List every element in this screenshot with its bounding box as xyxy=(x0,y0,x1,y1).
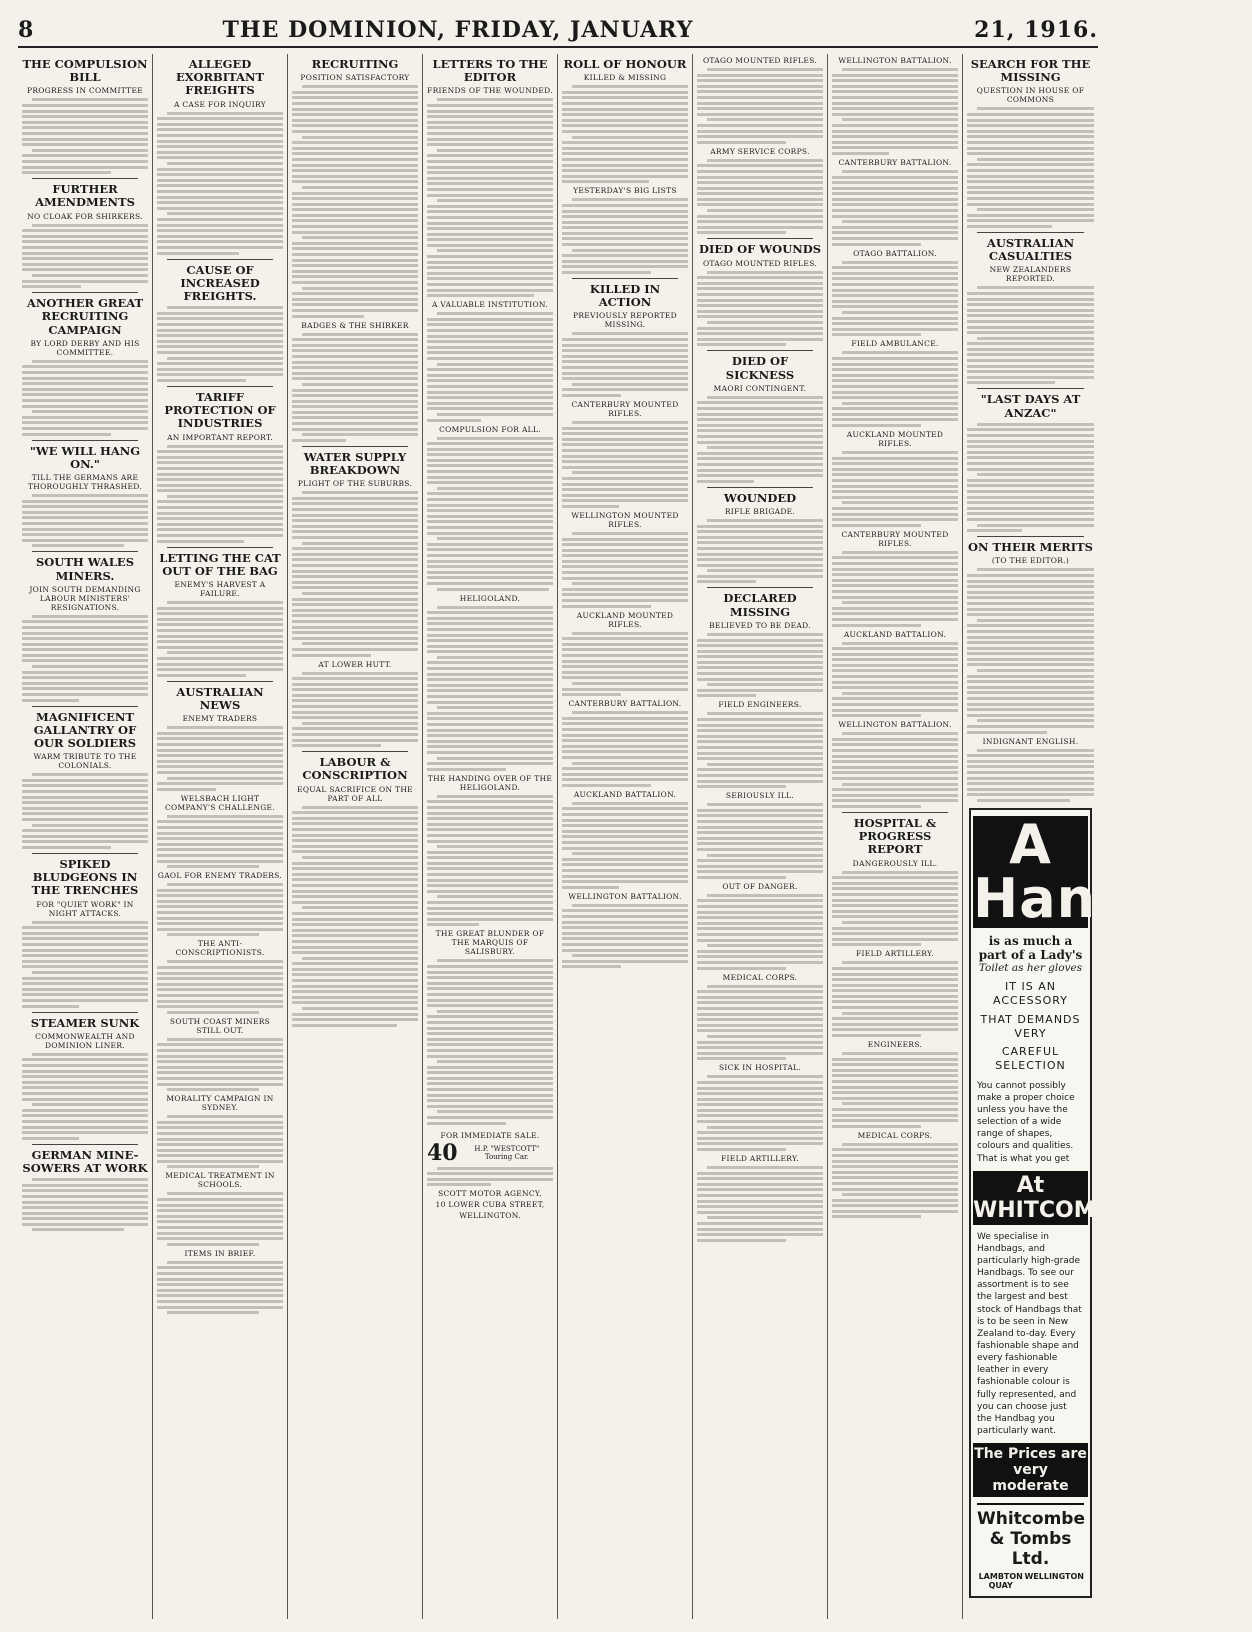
article-body xyxy=(832,170,958,246)
article-body xyxy=(832,732,958,808)
ad-price-banner: The Prices are very moderate xyxy=(973,1443,1088,1497)
article-body xyxy=(157,445,283,543)
section-heading: DIED OF WOUNDS xyxy=(698,242,822,257)
article-body xyxy=(562,802,688,889)
article-body xyxy=(832,451,958,527)
section-subheading: FRIENDS OF THE WOUNDED. xyxy=(427,86,553,96)
article-body xyxy=(832,1143,958,1219)
section-heading: DIED OF SICKNESS xyxy=(725,354,795,382)
article-body xyxy=(22,1053,148,1140)
article-body xyxy=(697,985,823,1061)
section-subheading: OUT OF DANGER. xyxy=(722,881,798,891)
article-body xyxy=(967,286,1094,384)
section-rule xyxy=(977,536,1084,537)
column-6 xyxy=(693,54,828,1619)
section-heading: STEAMER SUNK xyxy=(30,1015,140,1030)
article-body xyxy=(157,1261,283,1314)
article-body xyxy=(427,606,553,771)
article-body xyxy=(157,726,283,791)
section-heading: SOUTH WALES MINERS. xyxy=(35,555,135,583)
article-body xyxy=(697,894,823,970)
section-subheading: WELLINGTON BATTALION. xyxy=(838,720,952,730)
section-subheading: COMMONWEALTH AND DOMINION LINER. xyxy=(35,1031,135,1050)
section-heading: CAUSE OF INCREASED FREIGHTS. xyxy=(180,262,260,303)
ad-line-3b: THAT DEMANDS VERY xyxy=(980,1012,1081,1040)
section-subheading: NO CLOAK FOR SHIRKERS. xyxy=(27,211,143,221)
masthead xyxy=(18,14,1098,48)
article-body xyxy=(832,261,958,337)
article-body xyxy=(292,806,418,1027)
section-subheading: WELLINGTON BATTALION. xyxy=(568,891,682,901)
section-rule xyxy=(707,587,813,588)
article-body xyxy=(22,615,148,702)
section-subheading: GAOL FOR ENEMY TRADERS. xyxy=(157,871,283,881)
article-body xyxy=(22,773,148,849)
section-rule xyxy=(167,681,273,682)
section-subheading: WELLINGTON BATTALION. xyxy=(838,56,952,65)
article-body xyxy=(22,224,148,289)
article-body xyxy=(157,960,283,1013)
section-subheading: MEDICAL TREATMENT IN SCHOOLS. xyxy=(165,1171,275,1190)
section-subheading: RIFLE BRIGADE. xyxy=(724,506,796,516)
section-heading: HOSPITAL & PROGRESS REPORT xyxy=(853,815,937,857)
article-body xyxy=(562,85,688,183)
section-subheading: NEW ZEALANDERS REPORTED. xyxy=(989,265,1072,284)
ad-agency: SCOTT MOTOR AGENCY, xyxy=(438,1189,542,1199)
section-rule xyxy=(167,386,273,387)
ad-headline: A Handbag xyxy=(973,812,1252,930)
ad-lines: H.P. "WESTCOTT" Touring Car. xyxy=(474,1144,540,1161)
section-subheading: SOUTH COAST MINERS STILL OUT. xyxy=(169,1016,271,1035)
article-body xyxy=(22,98,148,174)
section-subheading: (TO THE EDITOR.) xyxy=(991,556,1070,566)
section-subheading: ITEMS IN BRIEF. xyxy=(184,1248,256,1258)
section-subheading: WELLINGTON MOUNTED RIFLES. xyxy=(571,510,679,529)
section-rule xyxy=(977,232,1084,233)
article-body xyxy=(157,1115,283,1168)
section-heading: MAGNIFICENT GALLANTRY OF OUR SOLDIERS xyxy=(33,709,137,751)
section-subheading: A VALUABLE INSTITUTION. xyxy=(432,300,548,310)
article-body xyxy=(832,642,958,718)
ad-city: WELLINGTON. xyxy=(459,1211,521,1221)
section-rule xyxy=(302,446,408,447)
section-subheading: WELSBACH LIGHT COMPANY'S CHALLENGE. xyxy=(165,793,275,812)
section-rule xyxy=(572,278,678,279)
article-body xyxy=(697,159,823,235)
section-subheading: FIELD ARTILLERY. xyxy=(721,1154,799,1164)
ad-address xyxy=(977,1572,1084,1590)
section-subheading: AUCKLAND MOUNTED RIFLES. xyxy=(576,610,674,629)
article-body xyxy=(562,711,688,787)
section-subheading: CANTERBURY BATTALION. xyxy=(568,699,682,709)
ad-row xyxy=(427,1139,553,1166)
section-rule xyxy=(842,812,948,813)
section-rule xyxy=(32,440,138,441)
section-subheading: SERIOUSLY ILL. xyxy=(725,791,795,801)
article-body xyxy=(562,421,688,508)
article-body xyxy=(562,904,688,969)
section-subheading: KILLED & MISSING xyxy=(583,73,667,83)
ad-line-2: Toilet as her gloves xyxy=(978,961,1083,974)
section-rule xyxy=(32,1144,138,1145)
section-rule xyxy=(707,238,813,239)
ad-address: 10 LOWER CUBA STREET, xyxy=(435,1200,545,1210)
article-body xyxy=(292,491,418,656)
article-body xyxy=(427,98,553,297)
ad-shop: At WHITCOMBE'S xyxy=(973,1172,1150,1223)
ad-address-street: LAMBTON QUAY xyxy=(978,1572,1023,1591)
section-rule xyxy=(32,551,138,552)
article-body xyxy=(22,494,148,547)
section-subheading: THE GREAT BLUNDER OF THE MARQUIS OF SALISBURY. xyxy=(435,929,545,957)
article-body xyxy=(562,332,688,397)
article-body xyxy=(967,107,1094,227)
ad-label: FOR IMMEDIATE SALE. xyxy=(440,1130,540,1140)
article-body xyxy=(697,1166,823,1242)
article-body xyxy=(157,601,283,677)
column-1 xyxy=(18,54,153,1619)
ad-address-city: WELLINGTON xyxy=(1024,1572,1084,1582)
section-subheading: OTAGO BATTALION. xyxy=(853,248,937,258)
section-heading: ALLEGED EXORBITANT FREIGHTS xyxy=(175,57,265,98)
section-heading: SEARCH FOR THE MISSING xyxy=(970,57,1091,85)
article-body xyxy=(562,632,688,697)
article-body xyxy=(697,1075,823,1151)
section-rule xyxy=(167,259,273,260)
article-body xyxy=(157,1038,283,1091)
section-subheading: WARM TRIBUTE TO THE COLONIALS. xyxy=(33,752,137,771)
section-heading: "WE WILL HANG ON." xyxy=(29,443,141,471)
section-heading: ROLL OF HONOUR xyxy=(563,57,687,71)
article-body xyxy=(427,959,553,1124)
section-subheading: JOIN SOUTH DEMANDING LABOUR MINISTERS' RESIGNATIONS. xyxy=(29,584,141,612)
ad-line-1: is as much a part of a Lady's xyxy=(978,933,1083,962)
newspaper-title: THE DOMINION, FRIDAY, JANUARY xyxy=(222,17,694,43)
article-body xyxy=(832,351,958,427)
column-4 xyxy=(423,54,558,1619)
section-heading: GERMAN MINE-SOWERS AT WORK xyxy=(22,1147,148,1175)
ad-firm: Whitcombe & Tombs Ltd. xyxy=(977,1503,1084,1569)
article-body xyxy=(832,551,958,627)
article-body xyxy=(157,112,283,255)
section-rule xyxy=(977,388,1084,389)
column-5 xyxy=(558,54,693,1619)
ad-body-2: We specialise in Handbags, and particularly high-grade Handbags. To see our assortment is to see the largest and best stock of Handbags that is to be seen in New Zealand to-day. Every fashionable shape and every fashionable leather in every fashionable colour is fully represented, and you can choose just the Handbag you particularly want. xyxy=(977,1231,1082,1436)
article-body xyxy=(697,519,823,584)
section-subheading: CANTERBURY BATTALION. xyxy=(838,157,952,167)
section-subheading: ENEMY'S HARVEST A FAILURE. xyxy=(174,580,266,599)
article-body xyxy=(427,795,553,927)
section-subheading: PROGRESS IN COMMITTEE xyxy=(27,86,143,96)
article-body xyxy=(967,749,1094,802)
article-body xyxy=(427,437,553,591)
section-subheading: ENEMY TRADERS xyxy=(182,714,258,724)
section-rule xyxy=(707,487,813,488)
section-heading: WATER SUPPLY BREAKDOWN xyxy=(303,449,407,478)
section-heading: THE COMPULSION BILL xyxy=(22,57,148,85)
section-heading: LETTING THE CAT OUT OF THE BAG xyxy=(159,550,281,578)
article-body xyxy=(22,921,148,1008)
section-subheading: MAORI CONTINGENT. xyxy=(713,383,807,393)
columns xyxy=(18,54,1252,1619)
article-body xyxy=(292,85,418,317)
column-8 xyxy=(963,54,1252,1619)
article-body xyxy=(697,712,823,788)
section-heading: DECLARED MISSING xyxy=(723,591,797,619)
column-3 xyxy=(288,54,423,1619)
ad-body-1: You cannot possibly make a proper choice unless you have the selection of a wide range of shapes, colours and qualities. That is what you get xyxy=(977,1080,1075,1164)
section-subheading: COMPULSION FOR ALL. xyxy=(439,424,541,434)
article-body xyxy=(157,306,283,382)
article-body xyxy=(157,883,283,936)
section-subheading: SICK IN HOSPITAL. xyxy=(718,1063,802,1073)
section-rule xyxy=(32,853,138,854)
section-subheading: THE HANDING OVER OF THE HELIGOLAND. xyxy=(427,773,553,792)
section-subheading: MEDICAL CORPS. xyxy=(722,972,798,982)
article-body xyxy=(967,568,1094,733)
section-subheading: AN IMPORTANT REPORT. xyxy=(167,432,273,442)
article-body xyxy=(292,672,418,748)
section-heading: "LAST DAYS AT ANZAC" xyxy=(980,392,1081,420)
section-subheading: CANTERBURY MOUNTED RIFLES. xyxy=(841,529,949,548)
article-body xyxy=(292,333,418,442)
section-subheading: OTAGO MOUNTED RIFLES. xyxy=(702,258,818,268)
section-subheading: CANTERBURY MOUNTED RIFLES. xyxy=(571,400,679,418)
section-heading: ANOTHER GREAT RECRUITING CAMPAIGN xyxy=(26,296,144,337)
section-rule xyxy=(32,706,138,707)
section-subheading: HELIGOLAND. xyxy=(459,593,521,603)
section-heading: FURTHER AMENDMENTS xyxy=(35,182,135,210)
section-subheading: FOR "QUIET WORK" IN NIGHT ATTACKS. xyxy=(36,899,134,918)
article-body xyxy=(427,312,553,421)
section-heading: ON THEIR MERITS xyxy=(968,540,1093,555)
section-rule xyxy=(302,751,408,752)
article-body xyxy=(22,360,148,436)
article-body xyxy=(832,871,958,947)
article-body xyxy=(832,1052,958,1128)
article-body xyxy=(832,961,958,1037)
section-rule xyxy=(32,1012,138,1013)
article-body xyxy=(22,1178,148,1231)
article-body xyxy=(697,633,823,698)
section-heading: SPIKED BLUDGEONS IN THE TRENCHES xyxy=(31,857,139,898)
column-7 xyxy=(828,54,963,1619)
section-subheading: FIELD AMBULANCE. xyxy=(851,339,939,349)
section-subheading: BADGES & THE SHIRKER xyxy=(301,320,409,330)
section-subheading: FIELD ENGINEERS. xyxy=(718,700,802,710)
ad-line-3c: CAREFUL SELECTION xyxy=(995,1045,1066,1073)
section-subheading: OTAGO MOUNTED RIFLES. xyxy=(702,56,818,65)
ad-line-3a: IT IS AN ACCESSORY xyxy=(993,979,1068,1008)
section-subheading: FIELD ARTILLERY. xyxy=(856,949,934,959)
section-subheading: QUESTION IN HOUSE OF COMMONS xyxy=(976,86,1085,105)
section-heading: RECRUITING xyxy=(311,57,399,71)
article-body xyxy=(697,271,823,347)
section-rule xyxy=(32,178,138,179)
article-body xyxy=(697,396,823,483)
section-subheading: MORALITY CAMPAIGN IN SYDNEY. xyxy=(166,1094,274,1113)
section-subheading: AUCKLAND MOUNTED RIFLES. xyxy=(846,430,944,449)
article-body xyxy=(697,68,823,144)
article-body xyxy=(157,1192,283,1245)
issue-date: 21, 1916. xyxy=(974,17,1098,43)
section-rule xyxy=(167,547,273,548)
section-heading: LETTERS TO THE EDITOR xyxy=(432,57,548,85)
section-subheading: POSITION SATISFACTORY xyxy=(300,73,410,83)
section-subheading: YESTERDAY'S BIG LISTS xyxy=(573,186,677,196)
section-subheading: A CASE FOR INQUIRY xyxy=(173,99,267,109)
ad-price: 40 xyxy=(427,1139,458,1166)
section-subheading: THE ANTI-CONSCRIPTIONISTS. xyxy=(175,939,265,958)
section-subheading: BY LORD DERBY AND HIS COMMITTEE. xyxy=(30,338,140,357)
section-subheading: DANGEROUSLY ILL. xyxy=(852,858,938,868)
section-subheading: BELIEVED TO BE DEAD. xyxy=(709,620,811,630)
article-body xyxy=(562,198,688,274)
column-2 xyxy=(153,54,288,1619)
section-subheading: MEDICAL CORPS. xyxy=(857,1130,933,1140)
article-body xyxy=(427,1167,553,1187)
section-heading: WOUNDED xyxy=(723,490,797,505)
section-subheading: ENGINEERS. xyxy=(867,1040,923,1050)
section-subheading: PLIGHT OF THE SUBURBS. xyxy=(297,479,413,489)
handbag-advertisement xyxy=(969,808,1252,1598)
section-subheading: AUCKLAND BATTALION. xyxy=(843,629,947,639)
section-heading: AUSTRALIAN NEWS xyxy=(176,684,264,712)
article-body xyxy=(697,803,823,879)
section-heading: KILLED IN ACTION xyxy=(589,282,661,310)
section-heading: AUSTRALIAN CASUALTIES xyxy=(986,235,1075,264)
section-heading: TARIFF PROTECTION OF INDUSTRIES xyxy=(164,389,276,431)
article-body xyxy=(157,815,283,868)
section-subheading: PREVIOUSLY REPORTED MISSING. xyxy=(572,311,677,330)
article-body xyxy=(562,532,688,608)
section-subheading: EQUAL SACRIFICE ON THE PART OF ALL xyxy=(297,784,413,803)
article-body xyxy=(832,68,958,155)
section-subheading: TILL THE GERMANS ARE THOROUGHLY THRASHED. xyxy=(27,472,143,491)
section-heading: LABOUR & CONSCRIPTION xyxy=(302,755,408,783)
letter-signoff: INDIGNANT ENGLISH. xyxy=(982,736,1079,746)
page-number: 8 xyxy=(18,17,34,43)
section-subheading: AUCKLAND BATTALION. xyxy=(573,789,677,799)
section-rule xyxy=(32,292,138,293)
section-subheading: AT LOWER HUTT. xyxy=(318,659,392,669)
section-rule xyxy=(707,350,813,351)
article-body xyxy=(967,423,1094,532)
car-sale-ad xyxy=(427,1131,553,1221)
section-subheading: ARMY SERVICE CORPS. xyxy=(710,146,810,156)
